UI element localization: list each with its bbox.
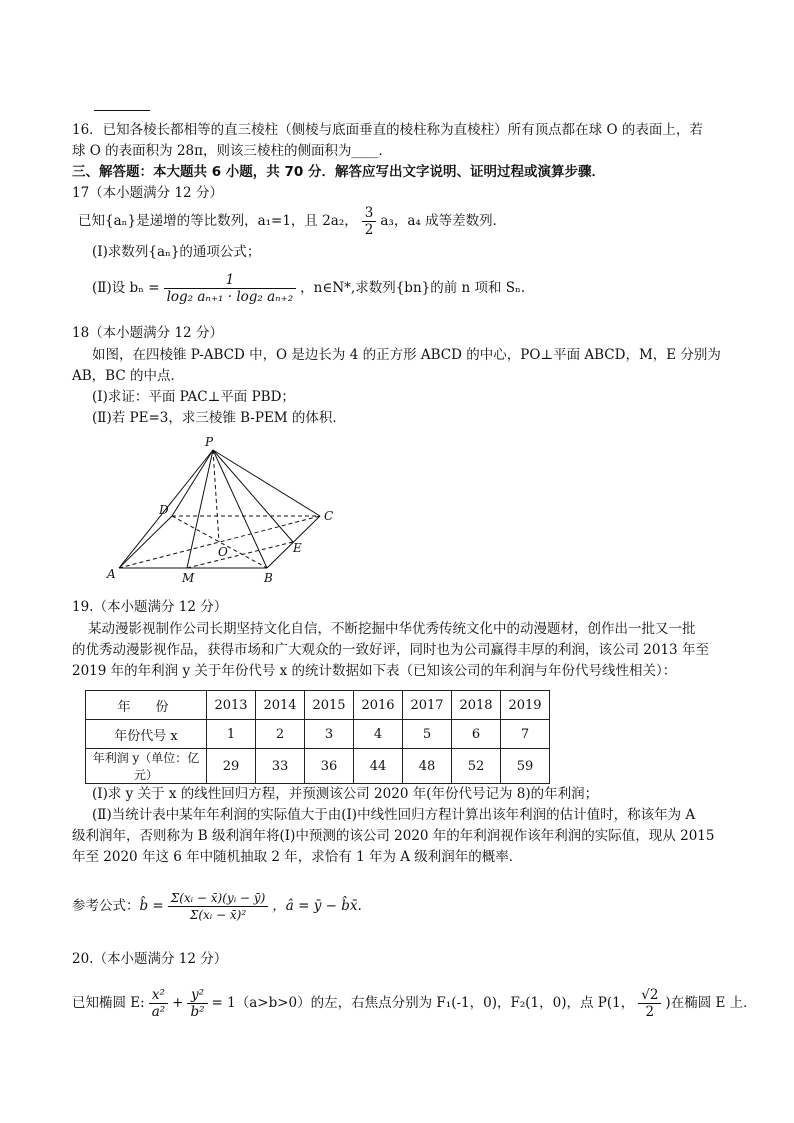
table-cell: 3 — [305, 720, 354, 749]
q20-frac1 — [149, 987, 168, 1020]
q20-f2-den: b² — [190, 1004, 205, 1020]
table-cell: 7 — [501, 720, 550, 749]
q20-mid: = 1（a>b>0）的左，右焦点分别为 F₁(-1，0)，F₂(1，0)，点 P(1， — [211, 995, 635, 1011]
label-o: O — [218, 545, 228, 559]
table-cell: 33 — [256, 749, 305, 784]
q17-part2-post: ，n∈N*,求数列{bn}的前 n 项和 Sₙ. — [300, 280, 526, 296]
q17-stem-b: a₃，a₄ 成等差数列． — [380, 213, 507, 229]
row-header-profit: 年利润 y（单位：亿元） — [86, 749, 207, 784]
ref-den: Σ(xᵢ − x̄)² — [189, 908, 247, 922]
table-cell: 6 — [452, 720, 501, 749]
q20-stem — [72, 983, 757, 1023]
q20-f3-den: 2 — [645, 1004, 655, 1020]
q17-part2-pre: (Ⅱ)设 bₙ = — [92, 280, 160, 296]
table-cell: 5 — [403, 720, 452, 749]
q17-frac-num: 3 — [362, 205, 377, 222]
q20-f1-num: x² — [149, 987, 168, 1004]
label-c: C — [324, 509, 334, 523]
q17-stem-a: 已知{aₙ}是递增的等比数列，a₁=1，且 2a₂， — [78, 213, 358, 229]
q20-header: 20.（本小题满分 12 分） — [72, 951, 228, 967]
table-cell: 2019 — [501, 691, 550, 720]
q17-part2 — [92, 270, 525, 306]
label-e: E — [293, 541, 302, 555]
table-cell: 48 — [403, 749, 452, 784]
q20-plus: + — [172, 995, 184, 1011]
table-row — [86, 749, 550, 784]
q20-f2-num: y² — [187, 987, 207, 1004]
top-rule — [94, 110, 150, 111]
table-row — [86, 720, 550, 749]
table-cell: 2015 — [305, 691, 354, 720]
ref-num: Σ(xᵢ − x̄)(yᵢ − ȳ) — [168, 890, 269, 907]
q19-part2-l2: 级利润年，否则称为 B 级利润年将(Ⅰ)中预测的该公司 2020 年的年利润视作该年利润的实际值，现从 2015 — [72, 828, 715, 844]
table-cell: 59 — [501, 749, 550, 784]
q20-f1-den: a² — [151, 1004, 166, 1020]
q17-part2-frac — [164, 272, 297, 305]
q18-part1: (Ⅰ)求证：平面 PAC⊥平面 PBD； — [92, 389, 295, 405]
section3-title: 三、解答题：本大题共 6 小题，共 70 分．解答应写出文字说明、证明过程或演算步骤． — [72, 164, 605, 180]
q17-stem — [78, 204, 506, 238]
ref-a: ，â = ȳ − b̂x̄. — [272, 898, 362, 914]
q17-part1: (Ⅰ)求数列{aₙ}的通项公式； — [92, 244, 261, 260]
q19-part2-l3: 年至 2020 年这 6 年中随机抽取 2 年，求恰有 1 年为 A 级利润年的概率． — [72, 849, 523, 865]
table-cell: 1 — [207, 720, 256, 749]
q16-line2: 球 O 的表面积为 28π，则该三棱柱的侧面积为____． — [72, 143, 392, 159]
table-row — [86, 691, 550, 720]
q20-frac3 — [638, 987, 661, 1020]
row-header-code: 年份代号 x — [86, 720, 207, 749]
table-cell: 2014 — [256, 691, 305, 720]
ref-label: 参考公式： — [72, 898, 140, 914]
label-m: M — [182, 571, 195, 585]
table-cell: 2016 — [354, 691, 403, 720]
q19-part2-l1: (Ⅱ)当统计表中某年年利润的实际值大于由(Ⅰ)中线性回归方程计算出该年利润的估计值时，称该年为 A — [92, 807, 696, 823]
q18-part2: (Ⅱ)若 PE=3，求三棱锥 B-PEM 的体积． — [92, 410, 346, 426]
q20-post: )在椭圆 E 上． — [665, 995, 757, 1011]
ref-frac — [168, 890, 269, 923]
q20-f3-num: √2 — [638, 987, 661, 1004]
q18-stem1: 如图，在四棱锥 P-ABCD 中，O 是边长为 4 的正方形 ABCD 的中心，PO⊥平面 ABCD，M，E 分别为 — [92, 347, 721, 363]
q17-part2-den: log₂ aₙ₊₁ · log₂ aₙ₊₂ — [166, 289, 294, 305]
table-cell: 52 — [452, 749, 501, 784]
q18-header: 18（本小题满分 12 分） — [72, 325, 223, 341]
ref-b: b̂ = — [139, 898, 164, 914]
label-p: P — [205, 435, 214, 449]
q17-frac — [362, 205, 377, 238]
q16-line1: 16．已知各棱长都相等的直三棱柱（侧棱与底面垂直的棱柱称为直棱柱）所有顶点都在球 O 的表面上，若 — [72, 122, 703, 138]
q19-part1: (Ⅰ)求 y 关于 x 的线性回归方程，并预测该公司 2020 年(年份代号记为 8)的年利润； — [92, 786, 599, 802]
label-b: B — [264, 571, 273, 585]
pyramid-figure — [95, 432, 355, 588]
q17-frac-den: 2 — [364, 222, 374, 238]
row-header-year: 年 份 — [86, 691, 207, 720]
q19-header: 19.（本小题满分 12 分） — [72, 599, 228, 615]
table-cell: 2017 — [403, 691, 452, 720]
label-d: D — [159, 503, 169, 517]
q19-stem3: 2019 年的年利润 y 关于年份代号 x 的统计数据如下表（已知该公司的年利润与年份代号线性相关）： — [72, 663, 677, 679]
q19-stem2: 的优秀动漫影视作品，获得市场和广大观众的一致好评，同时也为公司赢得丰厚的利润，该公司 2013 年至 — [72, 642, 709, 658]
q20-pre: 已知椭圆 E: — [72, 995, 145, 1011]
table-cell: 44 — [354, 749, 403, 784]
table-cell: 2013 — [207, 691, 256, 720]
q19-stem1: 某动漫影视制作公司长期坚持文化自信，不断挖掘中华优秀传统文化中的动漫题材，创作出一批又一批 — [88, 621, 696, 637]
q17-part2-num: 1 — [164, 272, 297, 289]
q19-ref — [72, 886, 362, 926]
label-a: A — [107, 567, 116, 581]
table-cell: 29 — [207, 749, 256, 784]
q18-stem2: AB，BC 的中点． — [72, 368, 184, 384]
table-cell: 2018 — [452, 691, 501, 720]
q17-header: 17（本小题满分 12 分） — [72, 185, 223, 201]
q20-frac2 — [187, 987, 207, 1020]
table-cell: 2 — [256, 720, 305, 749]
table-cell: 4 — [354, 720, 403, 749]
profit-table — [85, 690, 550, 784]
table-cell: 36 — [305, 749, 354, 784]
